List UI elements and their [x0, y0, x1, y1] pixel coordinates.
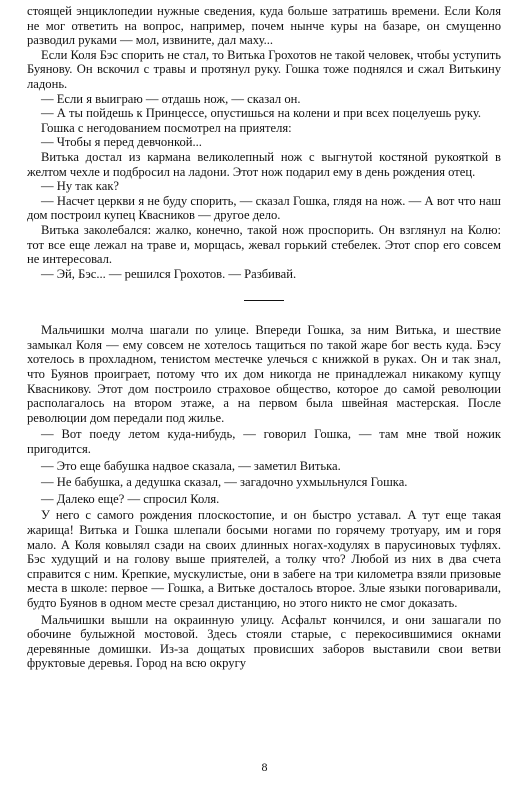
paragraph: — Эй, Бэс... — решился Грохотов. — Разбивай.: [41, 266, 297, 281]
paragraph: — Вот поеду летом куда-нибудь, — говорил Гошка, — там мне твой ножик пригодится.: [27, 427, 501, 457]
paragraph: — Если я выиграю — отдашь нож, — сказал он.: [41, 91, 301, 106]
page-text: [27, 4, 501, 673]
paragraph: — Насчет церкви я не буду спорить, — сказал Гошка, глядя на нож. — А вот что наш дом построил купец Квасников — другое дело.: [27, 193, 501, 223]
paragraph: Витька достал из кармана великолепный нож с выгнутой костяной рукояткой в желтом чехле и подбросил на ладони. Этот нож подарил ему в день рождения отец.: [27, 149, 501, 179]
paragraph: Мальчишки молча шагали по улице. Впереди Гошка, за ним Витька, и шествие замыкал Коля — ему совсем не хотелось тащиться по такой жаре бог весть куда. Бэсу хотелось в прохладном, тенистом местечке улечься с книжкой в руках. Он и так знал, что Буянов проиграет, потому что их дом никогда не принадлежал никакому купцу Квасникову. Этот дом построило страховое общество, которое до самой революции располагалось на втором этаже, а на первом была швейная мастерская. После революции дом передали под жилье.: [27, 323, 501, 425]
paragraph: — Ну так как?: [41, 179, 120, 194]
paragraph: У него с самого рождения плоскостопие, и он быстро уставал. А тут еще такая жарища! Витька и Гошка шлепали босыми ногами по горячему тротуару, им и горя мало. А Коля ковылял сзади на своих длинных ногах-ходулях в парусиновых туфлях. Бэс худущий и на голову выше приятелей, а толку что? Любой из них в два счета справится с ним. Крепкие, мускулистые, они в забеге на три километра взяли призовые места в школе: первое — Гошка, а Витьке досталось второе. Злые языки поговаривали, будто Буянов в одном месте срезал дистанцию, но этого никто не смог доказать.: [27, 508, 501, 610]
paragraph: — Это еще бабушка надвое сказала, — заметил Витька.: [41, 458, 341, 473]
paragraph: — Не бабушка, а дедушка сказал, — загадочно ухмыльнулся Гошка.: [41, 475, 408, 490]
paragraph: — А ты пойдешь к Принцессе, опустишься на колени и при всех поцелуешь руку.: [41, 106, 481, 121]
section-divider: [244, 300, 284, 301]
paragraph: Мальчишки вышли на окраинную улицу. Асфальт кончился, и они зашагали по обочине булыжной мостовой. Здесь стояли старые, с перекосившимися окнами деревянные домишки. Из-за дощатых провисших заборов выставили свои ветви фруктовые деревья. Город на всю округу: [27, 612, 501, 671]
paragraph: Если Коля Бэс спорить не стал, то Витька Грохотов не такой человек, чтобы уступить Буянову. Он вскочил с травы и протянул руку. Гошка тоже поднялся и сжал Витькину ладонь.: [27, 47, 501, 91]
page-number: 8: [261, 760, 268, 774]
paragraph: Гошка с негодованием посмотрел на приятеля:: [41, 120, 292, 135]
paragraph: — Чтобы я перед девчонкой...: [41, 135, 202, 150]
paragraph: — Далеко еще? — спросил Коля.: [41, 491, 220, 506]
paragraph: Витька заколебался: жалко, конечно, такой нож проспорить. Он взглянул на Колю: тот все еще лежал на траве и, морщась, жевал горький стебелек. Этот спор его совсем не интересовал.: [27, 222, 501, 267]
paragraph: стоящей энциклопедии нужные сведения, куда больше затратишь времени. Если Коля не мог ответить на вопрос, например, почем нынче куры на базаре, он смущенно разводил руками — мол, извините, дал маху...: [27, 4, 501, 48]
